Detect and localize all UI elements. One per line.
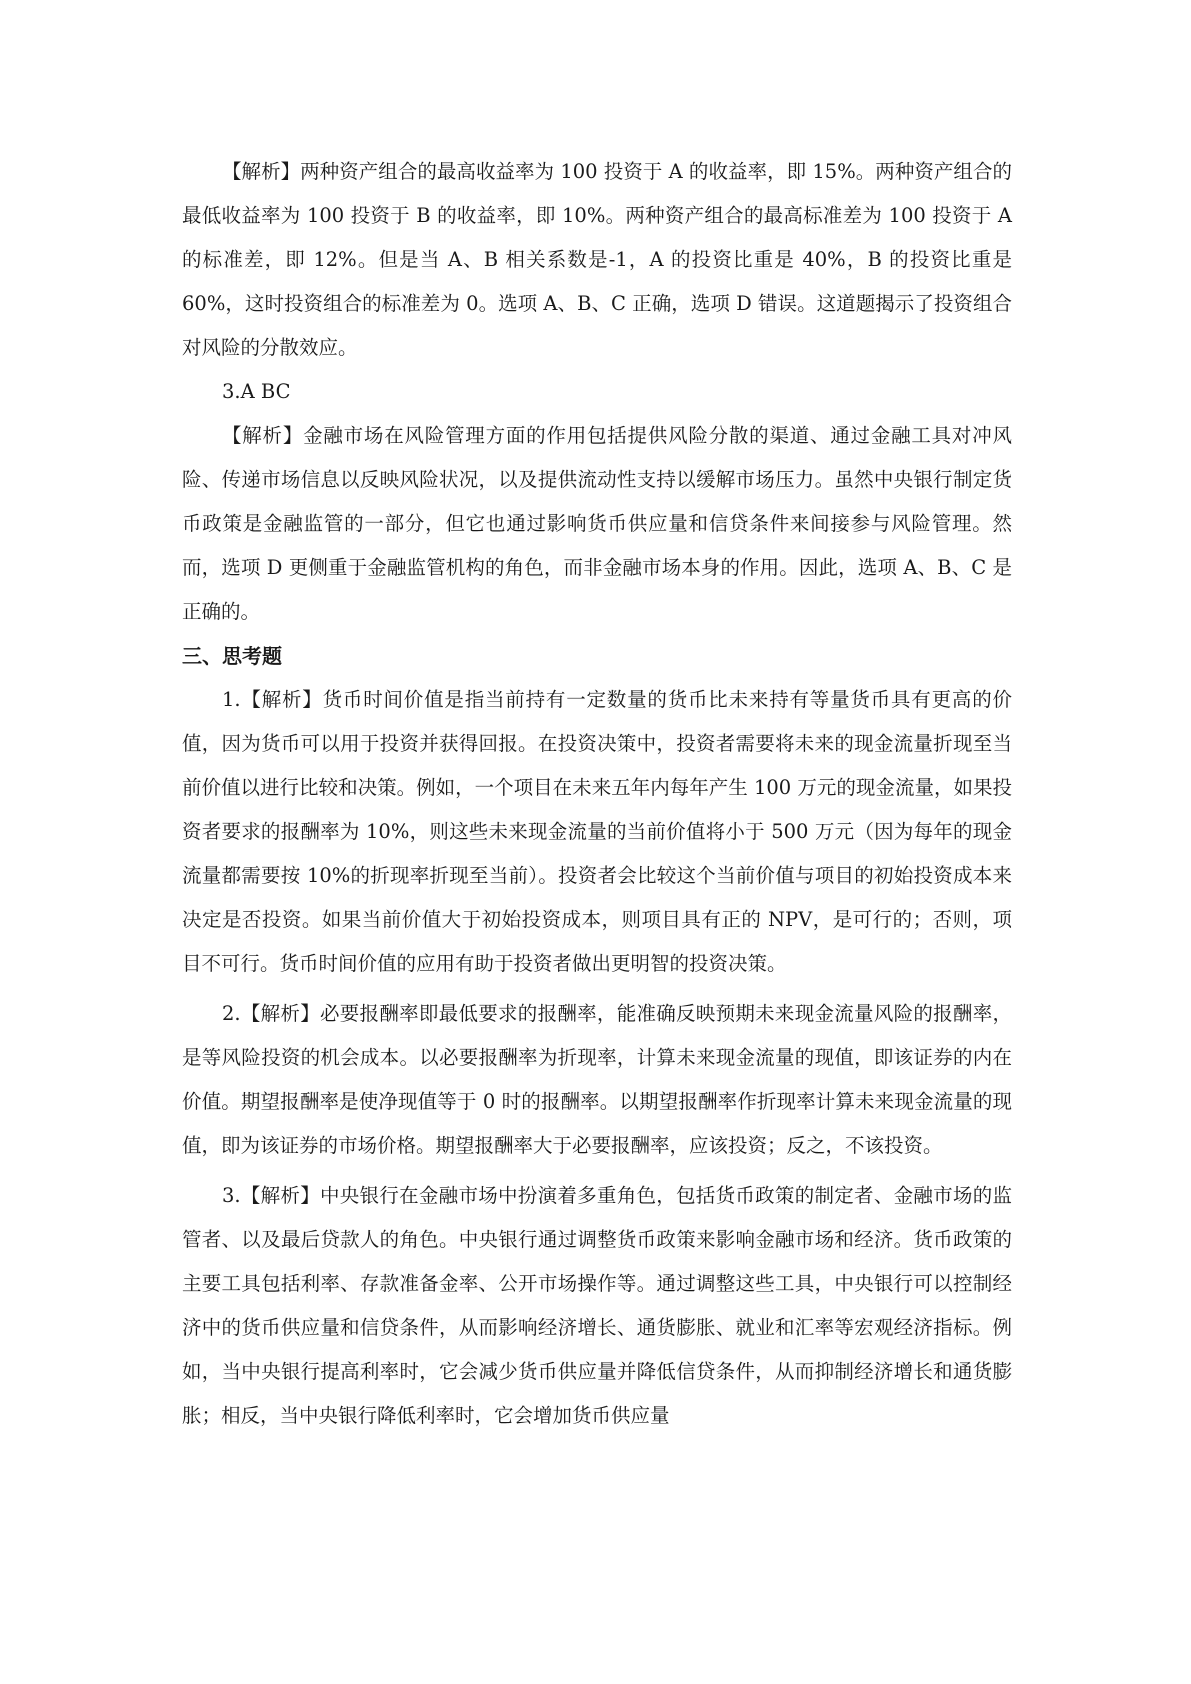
analysis-paragraph-2: 【解析】金融市场在风险管理方面的作用包括提供风险分散的渠道、通过金融工具对冲风险、传递市场信息以反映风险状况，以及提供流动性支持以缓解市场压力。虽然中央银行制定货币政策是金融监管的一部分，但它也通过影响货币供应量和信贷条件来间接参与风险管理。然而，选项 D 更侧重于金融监管机构的角色，而非金融市场本身的作用。因此，选项 A、B、C 是正确的。 — [182, 424, 1012, 623]
section-heading: 三、思考题 — [182, 644, 282, 668]
question-1-analysis: 1.【解析】货币时间价值是指当前持有一定数量的货币比未来持有等量货币具有更高的价值，因为货币可以用于投资并获得回报。在投资决策中，投资者需要将未来的现金流量折现至当前价值以进行比较和决策。例如，一个项目在未来五年内每年产生 100 万元的现金流量，如果投资者要求的报酬率为 10%，则这些未来现金流量的当前价值将小于 500 万元（因为每年的现金流量都需要按 10%的折现率折现至当前）。投资者会比较这个当前价值与项目的初始投资成本来决定是否投资。如果当前价值大于初始投资成本，则项目具有正的 NPV，是可行的；否则，项目不可行。货币时间价值的应用有助于投资者做出更明智的投资决策。 — [182, 688, 1012, 975]
answer-3: 3.A BC — [222, 380, 291, 403]
analysis-paragraph-1: 【解析】两种资产组合的最高收益率为 100 投资于 A 的收益率，即 15%。两种资产组合的最低收益率为 100 投资于 B 的收益率，即 10%。两种资产组合的最高标准差为 100 投资于 A 的标准差，即 12%。但是当 A、B 相关系数是-1，A 的投资比重是 40%，B 的投资比重是 60%，这时投资组合的标准差为 0。选项 A、B、C 正确，选项 D 错误。这道题揭示了投资组合对风险的分散效应。 — [182, 160, 1012, 359]
question-2-analysis: 2.【解析】必要报酬率即最低要求的报酬率，能准确反映预期未来现金流量风险的报酬率，是等风险投资的机会成本。以必要报酬率为折现率，计算未来现金流量的现值，即该证券的内在价值。期望报酬率是使净现值等于 0 时的报酬率。以期望报酬率作折现率计算未来现金流量的现值，即为该证券的市场价格。期望报酬率大于必要报酬率，应该投资；反之，不该投资。 — [182, 1002, 1012, 1157]
page-content — [182, 150, 1012, 1438]
question-3-analysis: 3.【解析】中央银行在金融市场中扮演着多重角色，包括货币政策的制定者、金融市场的监管者、以及最后贷款人的角色。中央银行通过调整货币政策来影响金融市场和经济。货币政策的主要工具包括利率、存款准备金率、公开市场操作等。通过调整这些工具，中央银行可以控制经济中的货币供应量和信贷条件，从而影响经济增长、通货膨胀、就业和汇率等宏观经济指标。例如，当中央银行提高利率时，它会减少货币供应量并降低信贷条件，从而抑制经济增长和通货膨胀；相反，当中央银行降低利率时，它会增加货币供应量 — [182, 1184, 1012, 1427]
